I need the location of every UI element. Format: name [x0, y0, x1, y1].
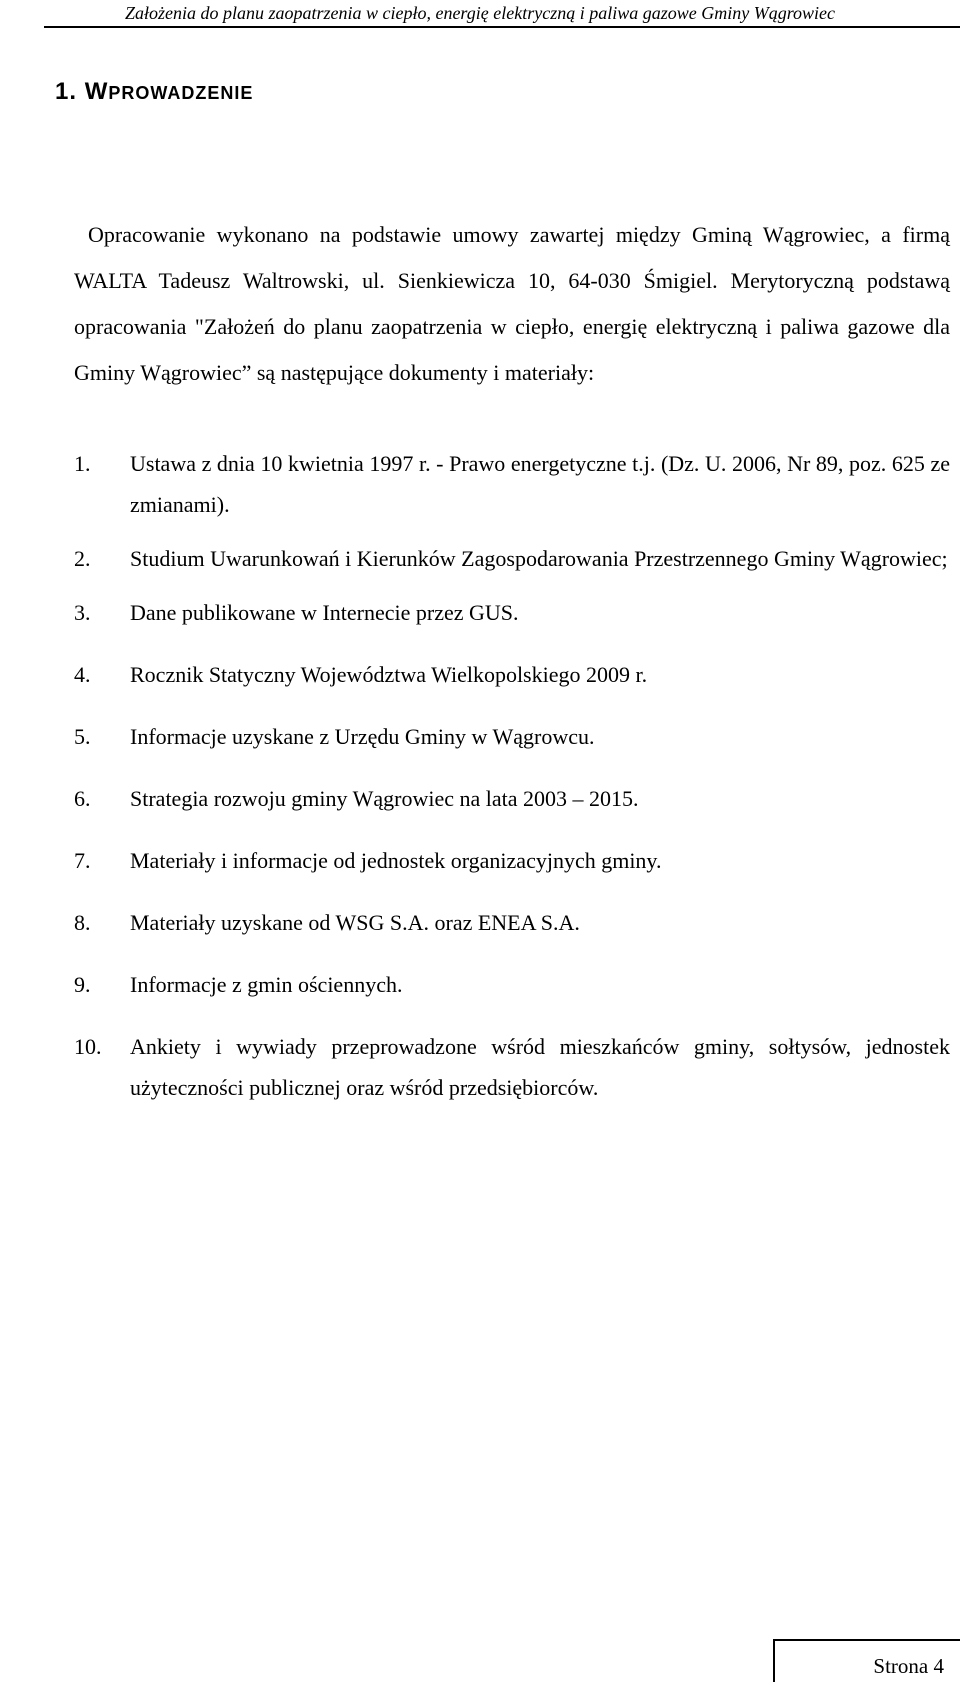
list-item: [74, 654, 950, 695]
list-item: [74, 1026, 950, 1108]
list-item-number: 6.: [74, 786, 91, 811]
list-item-number: 7.: [74, 848, 91, 873]
list-item-number: 1.: [74, 451, 91, 476]
section-title-first-letter: W: [84, 78, 109, 105]
list-item-number: 4.: [74, 662, 91, 687]
list-item-text: Materiały uzyskane od WSG S.A. oraz ENEA S.A.: [130, 910, 580, 935]
list-item-number: 8.: [74, 910, 91, 935]
section-number: 1.: [55, 78, 78, 105]
list-item-number: 2.: [74, 546, 91, 571]
running-header-text: Założenia do planu zaopatrzenia w ciepło, energię elektryczną i paliwa gazowe Gminy Wągrowiec: [124, 3, 836, 23]
list-item-text: Strategia rozwoju gminy Wągrowiec na lata 2003 – 2015.: [130, 786, 639, 811]
list-item-number: 10.: [74, 1034, 102, 1059]
list-item-text: Studium Uwarunkowań i Kierunków Zagospodarowania Przestrzennego Gminy Wągrowiec;: [130, 546, 948, 571]
page-number: Strona 4: [873, 1654, 944, 1678]
list-item-text: Ustawa z dnia 10 kwietnia 1997 r. - Prawo energetyczne t.j. (Dz. U. 2006, Nr 89, poz. 625 ze zmianami).: [130, 451, 950, 517]
running-header: [0, 0, 960, 26]
section-title-rest: PROWADZENIE: [108, 83, 254, 103]
list-item-text: Dane publikowane w Internecie przez GUS.: [130, 600, 519, 625]
list-item: [74, 778, 950, 819]
list-item: [74, 592, 950, 633]
list-item-text: Ankiety i wywiady przeprowadzone wśród mieszkańców gminy, sołtysów, jednostek użyteczności publicznej oraz wśród przedsiębiorców.: [130, 1034, 950, 1100]
page-footer: [773, 1639, 960, 1682]
header-rule: [44, 26, 960, 28]
intro-text: Opracowanie wykonano na podstawie umowy zawartej między Gminą Wągrowiec, a firmą WALTA Tadeusz Waltrowski, ul. Sienkiewicza 10, 64-030 Śmigiel. Merytoryczną podstawą opracowania "Założeń do planu zaopatrzenia w ciepło, energię elektryczną i paliwa gazowe dla Gminy Wągrowiec” są następujące dokumenty i materiały:: [74, 222, 950, 385]
list-item-text: Informacje z gmin ościennych.: [130, 972, 403, 997]
list-item-text: Rocznik Statyczny Województwa Wielkopolskiego 2009 r.: [130, 662, 648, 687]
list-item-number: 3.: [74, 600, 91, 625]
list-item-text: Informacje uzyskane z Urzędu Gminy w Wągrowcu.: [130, 724, 595, 749]
list-item: [74, 443, 950, 525]
list-item: [74, 902, 950, 943]
list-item-number: 5.: [74, 724, 91, 749]
list-item-text: Materiały i informacje od jednostek organizacyjnych gminy.: [130, 848, 662, 873]
list-item: [74, 964, 950, 1005]
intro-paragraph: [74, 212, 950, 396]
list-item-number: 9.: [74, 972, 91, 997]
source-documents-list: [74, 443, 950, 1108]
list-item: [74, 716, 950, 757]
list-item: [74, 538, 950, 579]
list-item: [74, 840, 950, 881]
section-heading: [55, 78, 253, 106]
